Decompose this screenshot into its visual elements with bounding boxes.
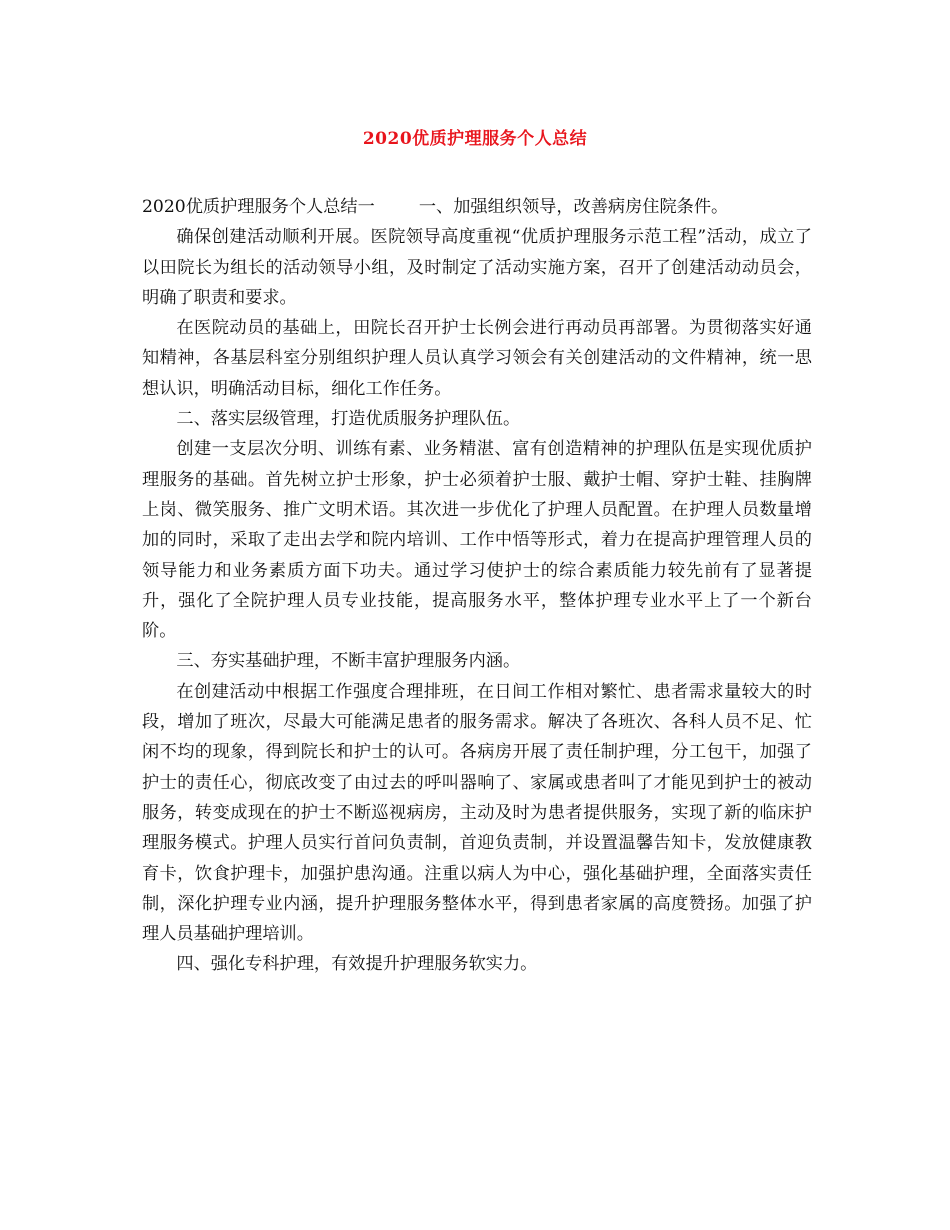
paragraph-4: 在创建活动中根据工作强度合理排班，在日间工作相对繁忙、患者需求量较大的时段，增加了班次，尽最大可能满足患者的服务需求。解决了各班次、各科人员不足、忙闲不均的现象，得到院长和护士的认可。各病房开展了责任制护理，分工包干，加强了护士的责任心，彻底改变了由过去的呼叫器响了、家属或患者叫了才能见到护士的被动服务，转变成现在的护士不断巡视病房，主动及时为患者提供服务，实现了新的临床护理服务模式。护理人员实行首问负责制，首迎负责制，并设置温馨告知卡，发放健康教育卡，饮食护理卡，加强护患沟通。注重以病人为中心，强化基础护理，全面落实责任制，深化护理专业内涵，提升护理服务整体水平，得到患者家属的高度赞扬。加强了护理人员基础护理培训。	[142, 681, 812, 945]
section-heading-4: 四、强化专科护理，有效提升护理服务软实力。	[176, 954, 538, 975]
first-line	[142, 192, 812, 222]
section-heading-3: 三、夯实基础护理，不断丰富护理服务内涵。	[176, 651, 521, 672]
first-line-lead: 2020优质护理服务个人总结一	[142, 197, 375, 217]
document-body	[142, 192, 812, 980]
section-heading-2: 二、落实层级管理，打造优质服务护理队伍。	[176, 409, 521, 430]
section-heading-1: 一、加强组织领导，改善病房住院条件。	[418, 197, 729, 217]
paragraph-3: 创建一支层次分明、训练有素、业务精湛、富有创造精神的护理队伍是实现优质护理服务的基础。首先树立护士形象，护士必须着护士服、戴护士帽、穿护士鞋、挂胸牌上岗、微笑服务、推广文明术语。其次进一步优化了护理人员配置。在护理人员数量增加的同时，采取了走出去学和院内培训、工作中悟等形式，着力在提高护理管理人员的领导能力和业务素质方面下功夫。通过学习使护士的综合素质能力较先前有了显著提升，强化了全院护理人员专业技能，提高服务水平，整体护理专业水平上了一个新台阶。	[142, 439, 812, 642]
document-title: 2020优质护理服务个人总结	[362, 129, 588, 149]
paragraph-2: 在医院动员的基础上，田院长召开护士长例会进行再动员再部署。为贯彻落实好通知精神，各基层科室分别组织护理人员认真学习领会有关创建活动的文件精神，统一思想认识，明确活动目标，细化工作任务。	[142, 318, 812, 399]
paragraph-1: 确保创建活动顺利开展。医院领导高度重视“优质护理服务示范工程”活动，成立了以田院长为组长的活动领导小组，及时制定了活动实施方案，召开了创建活动动员会，明确了职责和要求。	[142, 227, 812, 308]
